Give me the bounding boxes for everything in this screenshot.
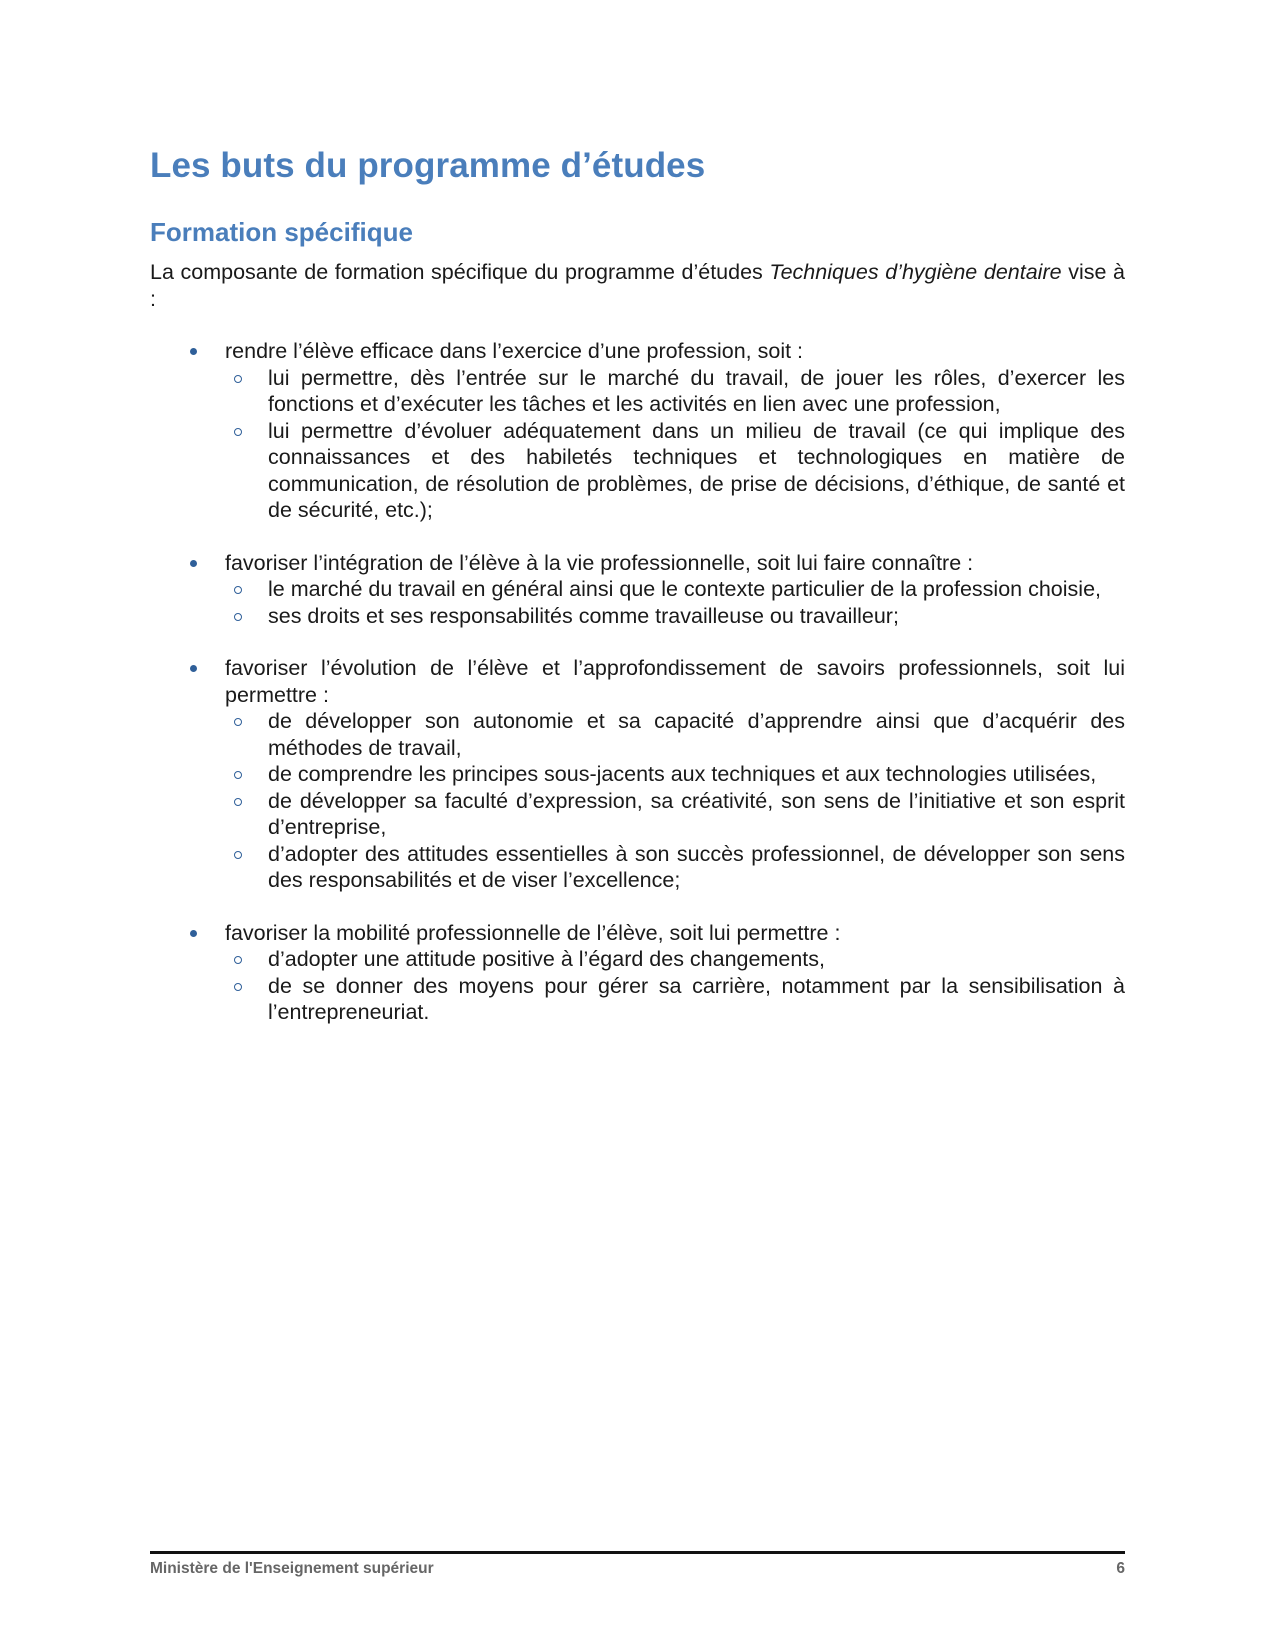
hollow-circle-bullet-icon [234,798,242,806]
page-number: 6 [1116,1560,1125,1577]
sub-list [225,365,1125,524]
bullet-dot-icon [190,665,197,672]
hollow-circle-bullet-icon [234,613,242,621]
sub-item-text: d’adopter des attitudes essentielles à son succès professionnel, de développer son sens des responsabilités et de viser l’excellence; [268,841,1125,892]
sub-item [225,708,1125,761]
program-name: Techniques d’hygiène dentaire [769,260,1062,284]
document-page [150,0,1125,1650]
bullet-dot-icon [190,560,197,567]
goal-text: favoriser la mobilité professionnelle de l’élève, soit lui permettre : [225,920,841,945]
sub-item-text: ses droits et ses responsabilités comme travailleuse ou travailleur; [268,603,899,628]
hollow-circle-bullet-icon [234,851,242,859]
sub-item [225,841,1125,894]
sub-item [225,788,1125,841]
bullet-dot-icon [190,930,197,937]
sub-item [225,973,1125,1026]
hollow-circle-bullet-icon [234,956,242,964]
hollow-circle-bullet-icon [234,718,242,726]
sub-item [225,576,1125,603]
sub-list [225,946,1125,1026]
intro-paragraph [150,259,1125,312]
body-text [150,259,1125,1026]
goal-text: favoriser l’intégration de l’élève à la vie professionnelle, soit lui faire connaître : [225,550,974,575]
sub-item-text: de développer sa faculté d’expression, sa créativité, son sens de l’initiative et son esprit d’entreprise, [268,788,1125,839]
hollow-circle-bullet-icon [234,771,242,779]
goals-list [150,338,1125,1026]
sub-list [225,708,1125,894]
sub-item-text: de développer son autonomie et sa capacité d’apprendre ainsi que d’acquérir des méthodes de travail, [268,709,1125,760]
sub-item [225,418,1125,524]
hollow-circle-bullet-icon [234,428,242,436]
section-subtitle: Formation spécifique [150,217,413,247]
hollow-circle-bullet-icon [234,983,242,991]
sub-item-text: d’adopter une attitude positive à l’égard des changements, [268,947,825,971]
sub-item [225,946,1125,973]
goal-item [150,338,1125,524]
sub-item-text: le marché du travail en général ainsi que le contexte particulier de la profession choisie, [268,577,1101,601]
sub-item-text: de comprendre les principes sous-jacents aux techniques et aux technologies utilisées, [268,762,1097,786]
goal-item [150,920,1125,1026]
goal-text: favoriser l’évolution de l’élève et l’approfondissement de savoirs professionnels, soit lui permettre : [225,656,1125,707]
footer-organization: Ministère de l'Enseignement supérieur [150,1560,434,1577]
sub-list [225,576,1125,629]
sub-item [225,603,1125,630]
hollow-circle-bullet-icon [234,375,242,383]
sub-item-text: lui permettre, dès l’entrée sur le marché du travail, de jouer les rôles, d’exercer les fonctions et d’exécuter les tâches et les activités en lien avec une profession, [268,365,1125,416]
sub-item [225,761,1125,788]
bullet-dot-icon [190,348,197,355]
sub-item [225,365,1125,418]
intro-text-after: vise à : [150,260,1125,311]
sub-item-text: de se donner des moyens pour gérer sa carrière, notamment par la sensibilisation à l’entrepreneuriat. [268,973,1125,1024]
footer-divider [150,1551,1125,1554]
intro-text-before: La composante de formation spécifique du programme d’études [150,260,770,284]
goal-text: rendre l’élève efficace dans l’exercice d’une profession, soit : [225,339,804,363]
goal-item [150,550,1125,630]
goal-item [150,655,1125,894]
hollow-circle-bullet-icon [234,586,242,594]
sub-item-text: lui permettre d’évoluer adéquatement dans un milieu de travail (ce qui implique des connaissances et des habiletés techniques et technologiques en matière de communication, de résolution de problèmes, de prise de décisions, d’éthique, de santé et de sécurité, etc.); [268,418,1125,522]
page-title: Les buts du programme d’études [150,146,706,185]
